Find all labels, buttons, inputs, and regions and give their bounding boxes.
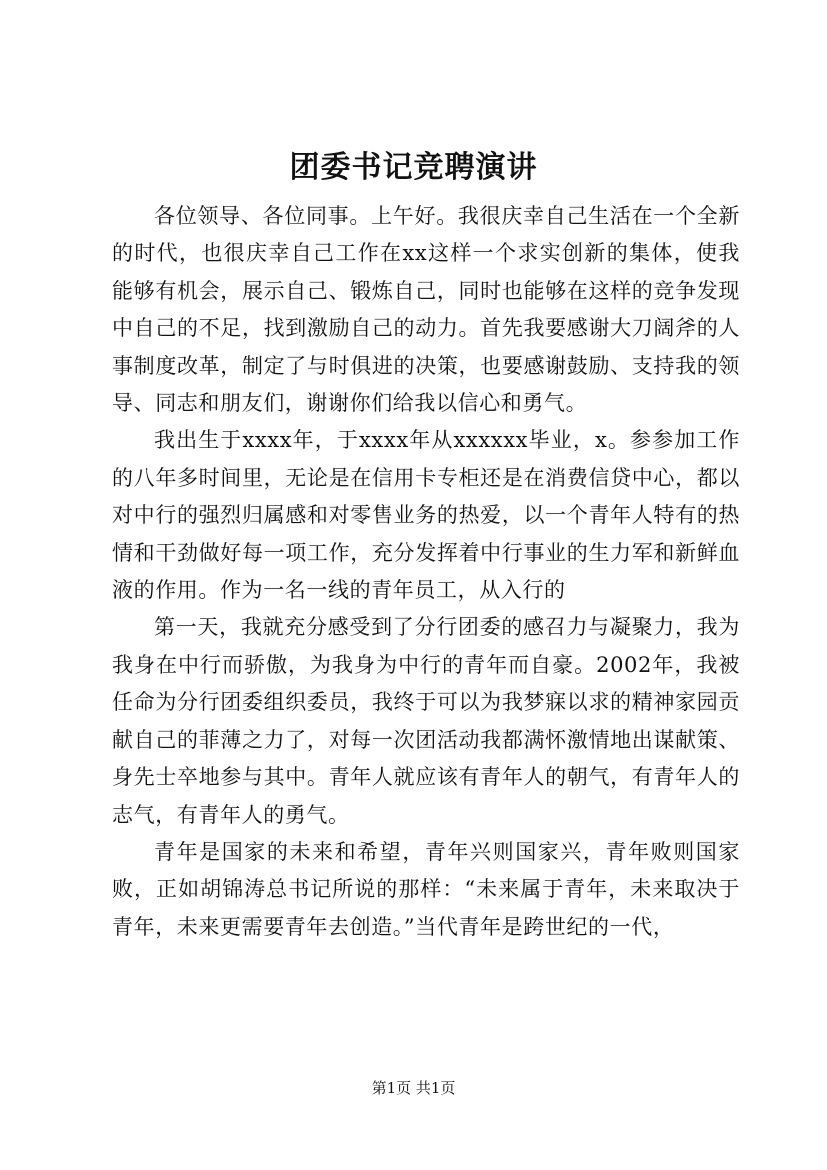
paragraph-1: 各位领导、各位同事。上午好。我很庆幸自己生活在一个全新的时代，也很庆幸自己工作在xx这样一个求实创新的集体，使我能够有机会，展示自己、锻炼自己，同时也能够在这样的竞争发现中自己的不足，找到激励自己的动力。首先我要感谢大刀阔斧的人事制度改革，制定了与时俱进的决策，也要感谢鼓励、支持我的领导、同志和朋友们，谢谢你们给我以信心和勇气。: [112, 204, 740, 416]
paragraph-4: 青年是国家的未来和希望，青年兴则国家兴，青年败则国家败，正如胡锦涛总书记所说的那样：“未来属于青年，未来取决于青年，未来更需要青年去创造。”当代青年是跨世纪的一代，: [112, 839, 740, 939]
page-number-footer: 第1页 共1页: [371, 1079, 456, 1097]
document-body: [112, 198, 740, 946]
paragraph-2: 我出生于xxxx年，于xxxx年从xxxxxx毕业，x。参参加工作的八年多时间里，无论是在信用卡专柜还是在消费信贷中心，都以对中行的强烈归属感和对零售业务的热爱，以一个青年人特有的热情和干劲做好每一项工作，充分发挥着中行事业的生力军和新鲜血液的作用。作为一名一线的青年员工，从入行的: [112, 428, 740, 603]
document-title: 团委书记竞聘演讲: [289, 150, 538, 185]
paragraph-3: 第一天，我就充分感受到了分行团委的感召力与凝聚力，我为我身在中行而骄傲，为我身为中行的青年而自豪。2002年，我被任命为分行团委组织委员，我终于可以为我梦寐以求的精神家园贡献自己的菲薄之力了，对每一次团活动我都满怀激情地出谋献策、身先士卒地参与其中。青年人就应该有青年人的朝气，有青年人的志气，有青年人的勇气。: [112, 615, 740, 827]
